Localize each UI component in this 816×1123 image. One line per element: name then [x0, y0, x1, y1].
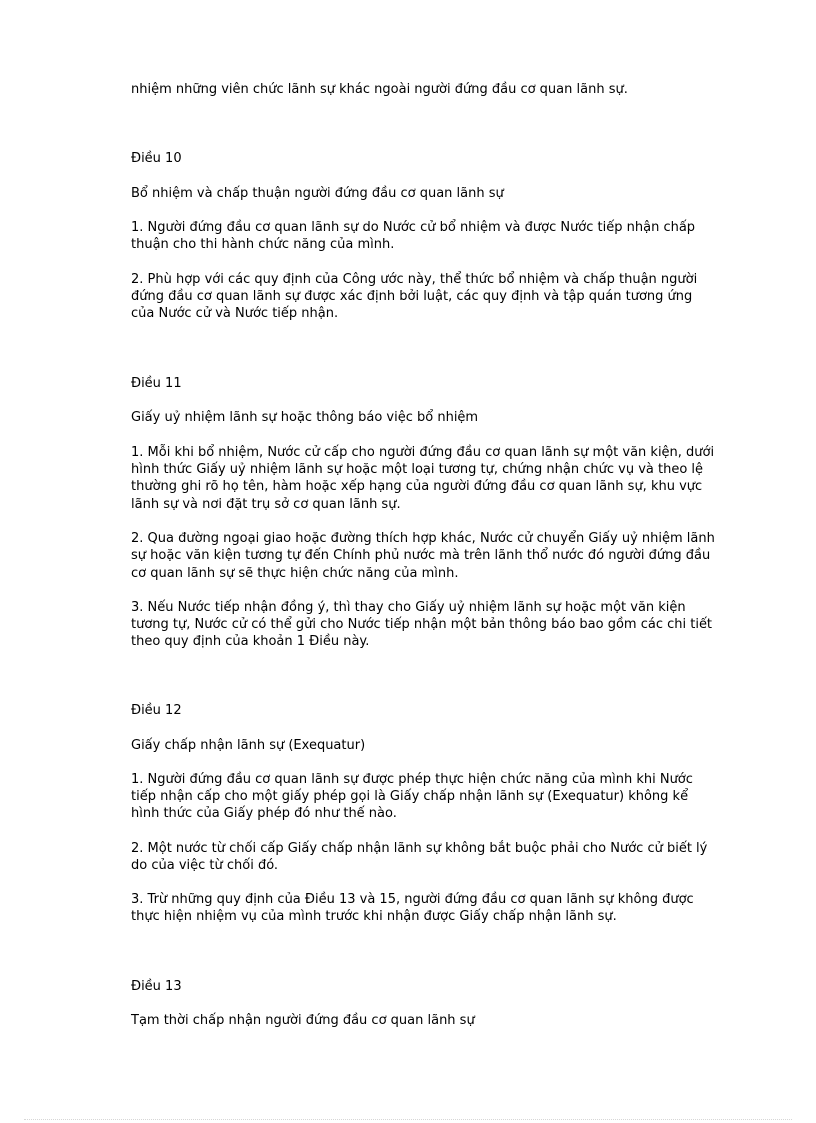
- article-13-heading: Điều 13: [131, 979, 182, 994]
- article-11-paragraph-1-line-3: thường ghi rõ họ tên, hàm hoặc xếp hạng của người đứng đầu cơ quan lãnh sự, khu vực: [131, 479, 703, 494]
- article-10-title: Bổ nhiệm và chấp thuận người đứng đầu cơ quan lãnh sự: [131, 186, 504, 201]
- continuation-line: nhiệm những viên chức lãnh sự khác ngoài người đứng đầu cơ quan lãnh sự.: [131, 82, 628, 97]
- article-10-heading: Điều 10: [131, 151, 182, 166]
- article-11-heading: Điều 11: [131, 376, 182, 391]
- article-12-paragraph-2-line-2: do của việc từ chối đó.: [131, 858, 279, 873]
- article-10-paragraph-2-line-2: đứng đầu cơ quan lãnh sự được xác định bởi luật, các quy định và tập quán tương ứng: [131, 289, 693, 304]
- article-12-paragraph-1-line-3: hình thức của Giấy phép đó như thế nào.: [131, 806, 397, 821]
- article-11-paragraph-3-line-1: 3. Nếu Nước tiếp nhận đồng ý, thì thay cho Giấy uỷ nhiệm lãnh sự hoặc một văn kiện: [131, 600, 686, 615]
- article-11-paragraph-3-line-2: tương tự, Nước cử có thể gửi cho Nước tiếp nhận một bản thông báo bao gồm các chi tiết: [131, 617, 713, 632]
- document-page: [131, 0, 746, 1123]
- article-12-paragraph-3-line-1: 3. Trừ những quy định của Điều 13 và 15, người đứng đầu cơ quan lãnh sự không được: [131, 892, 694, 907]
- article-11-paragraph-2-line-2: sự hoặc văn kiện tương tự đến Chính phủ nước mà trên lãnh thổ nước đó người đứng đầu: [131, 548, 711, 563]
- article-11-paragraph-2-line-3: cơ quan lãnh sự sẽ thực hiện chức năng của mình.: [131, 566, 459, 581]
- article-10-paragraph-1-line-1: 1. Người đứng đầu cơ quan lãnh sự do Nước cử bổ nhiệm và được Nước tiếp nhận chấp: [131, 220, 696, 235]
- article-11-paragraph-1-line-2: hình thức Giấy uỷ nhiệm lãnh sự hoặc một loại tương tự, chứng nhận chức vụ và theo lệ: [131, 462, 704, 477]
- article-12-paragraph-3-line-2: thực hiện nhiệm vụ của mình trước khi nhận được Giấy chấp nhận lãnh sự.: [131, 909, 617, 924]
- article-13-title: Tạm thời chấp nhận người đứng đầu cơ quan lãnh sự: [131, 1013, 475, 1028]
- article-12-paragraph-1-line-1: 1. Người đứng đầu cơ quan lãnh sự được phép thực hiện chức năng của mình khi Nước: [131, 772, 693, 787]
- article-11-paragraph-1-line-1: 1. Mỗi khi bổ nhiệm, Nước cử cấp cho người đứng đầu cơ quan lãnh sự một văn kiện, dưới: [131, 445, 715, 460]
- article-12-title: Giấy chấp nhận lãnh sự (Exequatur): [131, 738, 366, 753]
- page-bottom-border: [24, 1119, 792, 1120]
- article-11-paragraph-3-line-3: theo quy định của khoản 1 Điều này.: [131, 634, 370, 649]
- article-10-paragraph-2-line-3: của Nước cử và Nước tiếp nhận.: [131, 306, 339, 321]
- article-12-paragraph-2-line-1: 2. Một nước từ chối cấp Giấy chấp nhận lãnh sự không bắt buộc phải cho Nước cử biết lý: [131, 841, 708, 856]
- article-10-paragraph-1-line-2: thuận cho thi hành chức năng của mình.: [131, 237, 395, 252]
- article-12-paragraph-1-line-2: tiếp nhận cấp cho một giấy phép gọi là Giấy chấp nhận lãnh sự (Exequatur) không kể: [131, 789, 689, 804]
- article-11-title: Giấy uỷ nhiệm lãnh sự hoặc thông báo việc bổ nhiệm: [131, 410, 479, 425]
- article-11-paragraph-1-line-4: lãnh sự và nơi đặt trụ sở cơ quan lãnh sự.: [131, 497, 401, 512]
- article-11-paragraph-2-line-1: 2. Qua đường ngoại giao hoặc đường thích hợp khác, Nước cử chuyển Giấy uỷ nhiệm lãnh: [131, 531, 715, 546]
- article-10-paragraph-2-line-1: 2. Phù hợp với các quy định của Công ước này, thể thức bổ nhiệm và chấp thuận người: [131, 272, 698, 287]
- article-12-heading: Điều 12: [131, 703, 182, 718]
